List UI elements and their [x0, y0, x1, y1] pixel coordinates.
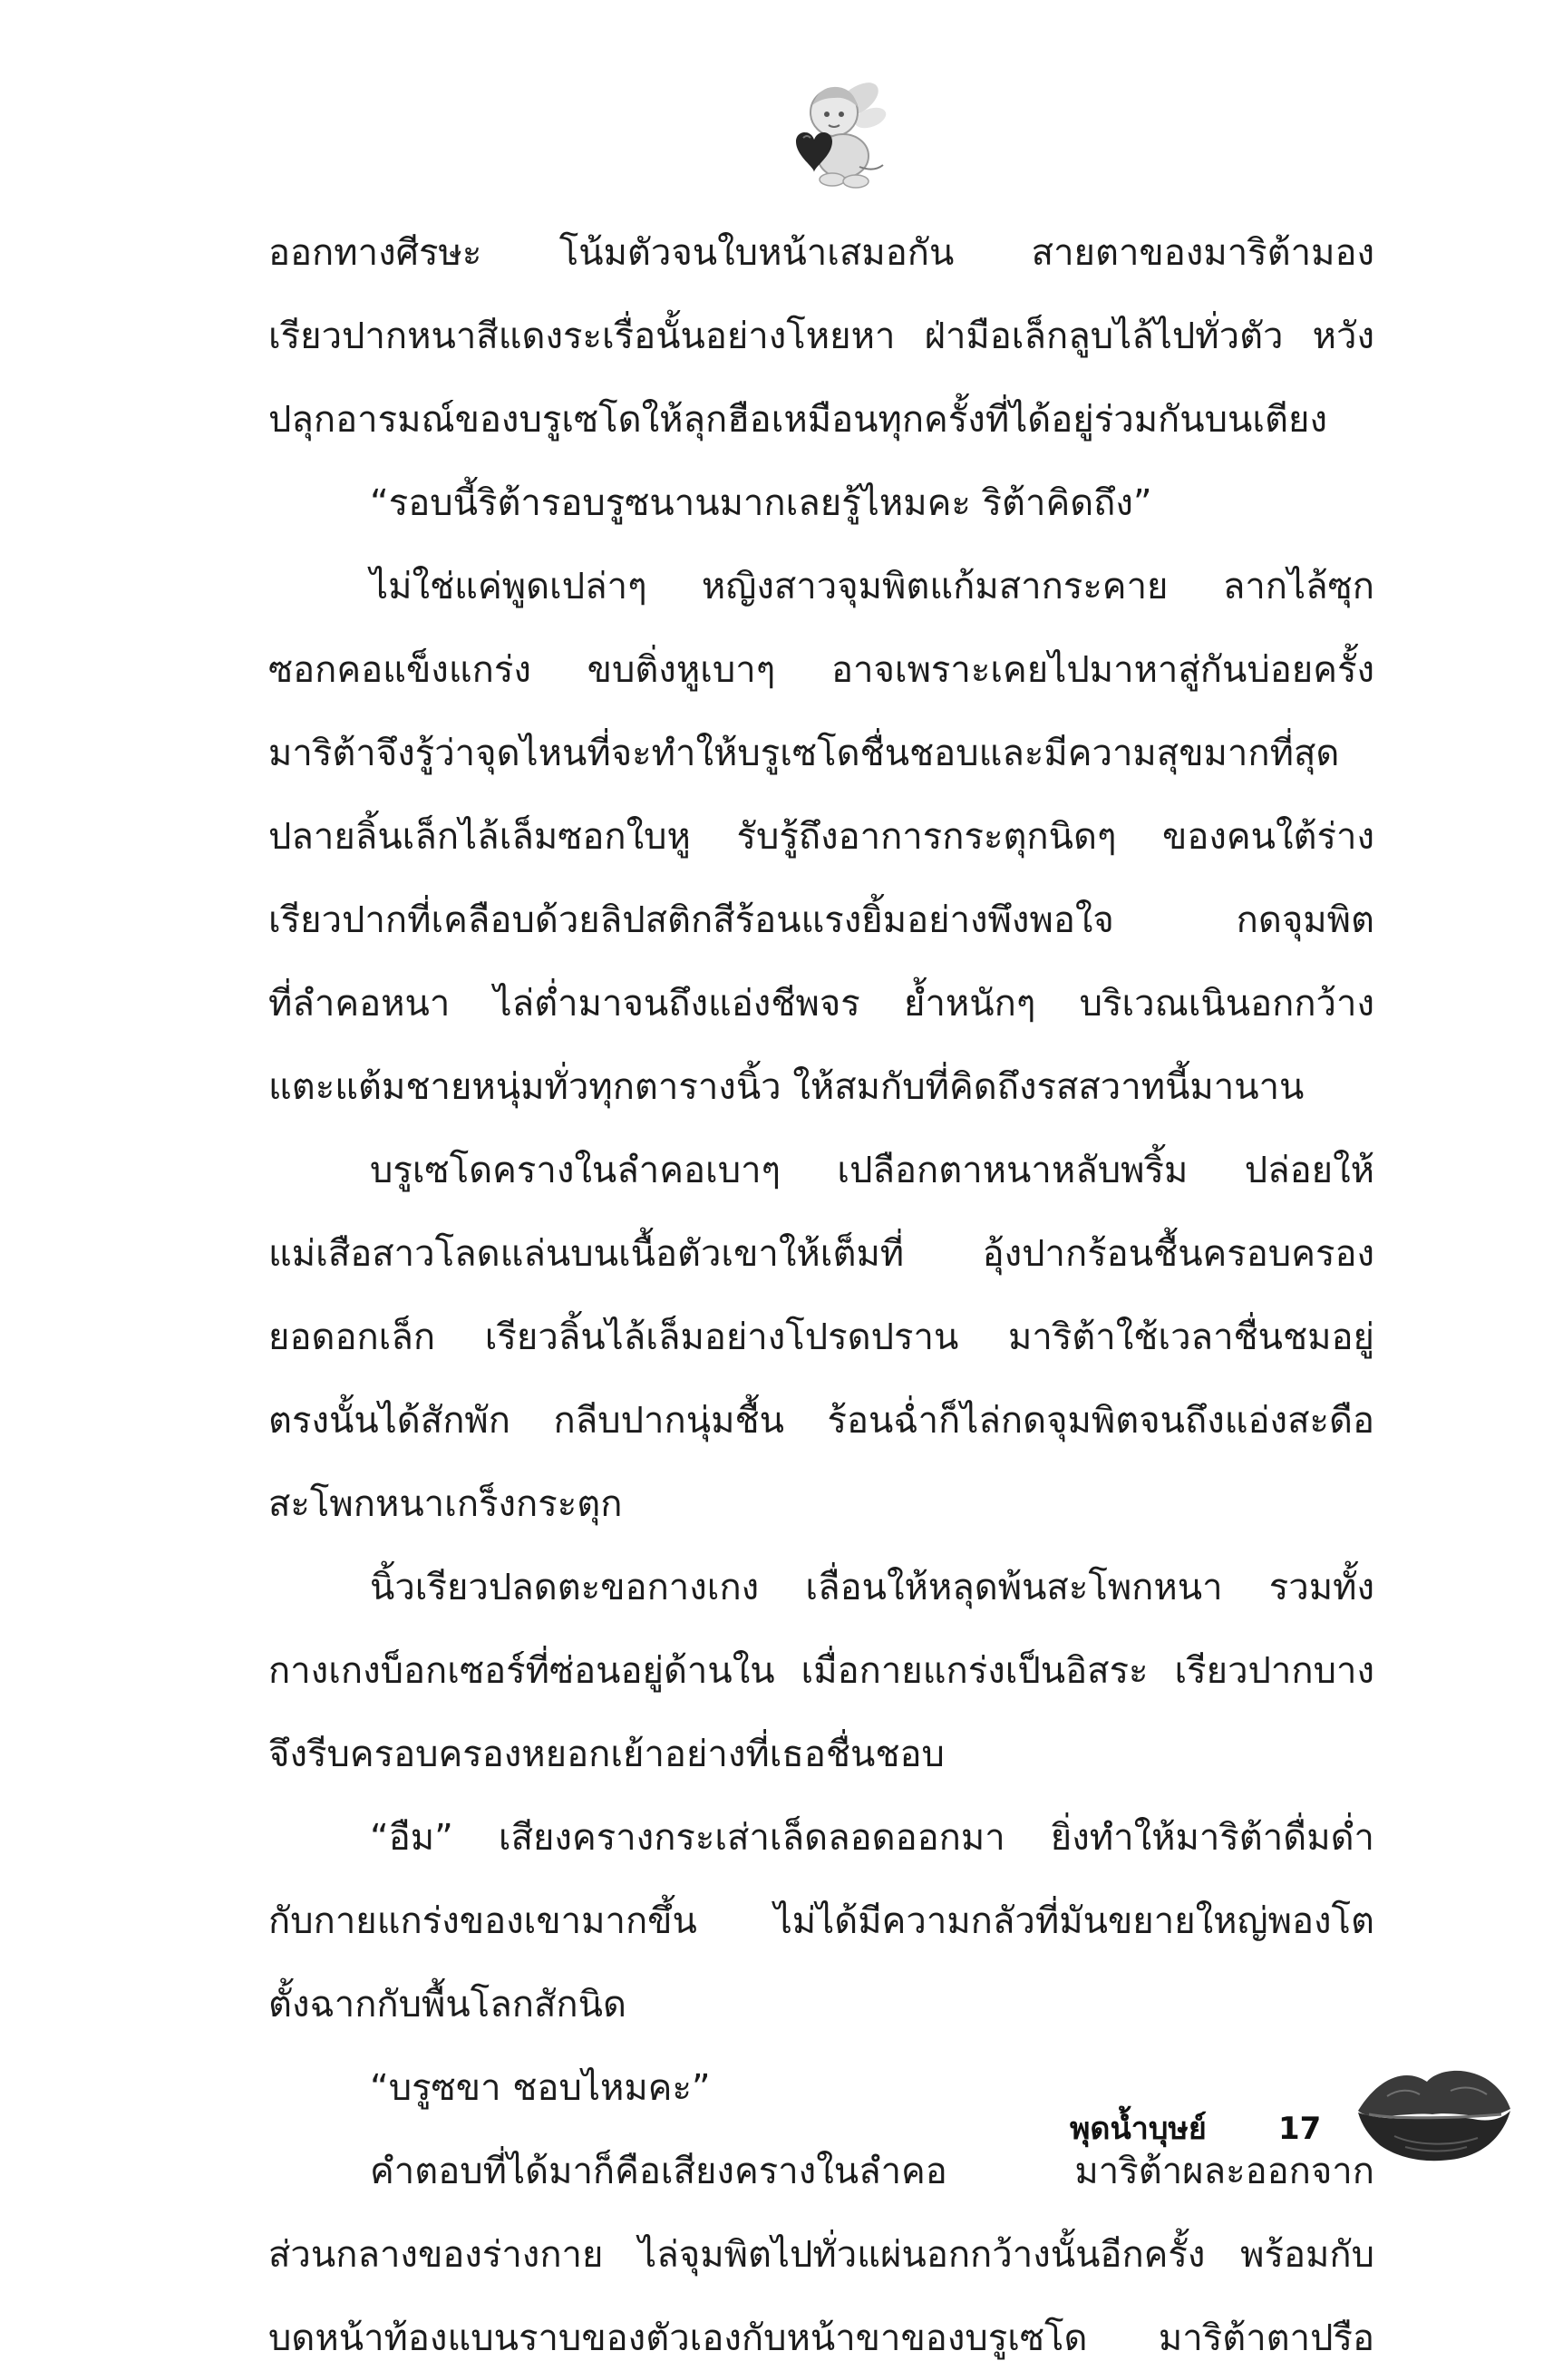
book-title: พุดน้ำบุษย์	[1070, 2111, 1207, 2147]
text-line: กางเกงบ็อกเซอร์ที่ซ่อนอยู่ด้านใน เมื่อกายแกร่งเป็นอิสระ เรียวปากบาง	[268, 1650, 1374, 1692]
text-line: บดหน้าท้องแบนราบของตัวเองกับหน้าขาของบรูเซโด มาริต้าตาปรือ	[268, 2317, 1374, 2359]
text-line: ตั้งฉากกับพื้นโลกสักนิด	[268, 1984, 626, 2025]
text-line: ซอกคอแข็งแกร่ง ขบติ่งหูเบาๆ อาจเพราะเคยไปมาหาสู่กันบ่อยครั้ง	[268, 649, 1374, 691]
text-line: นิ้วเรียวปลดตะขอกางเกง เลื่อนให้หลุดพ้นสะโพกหนา รวมทั้ง	[370, 1567, 1374, 1608]
text-line: บรูเซโดครางในลำคอเบาๆ เปลือกตาหนาหลับพริ้ม ปล่อยให้	[370, 1150, 1374, 1191]
page-number: 17	[1278, 2111, 1322, 2147]
text-line: ปลุกอารมณ์ของบรูเซโดให้ลุกฮือเหมือนทุกครั้งที่ได้อยู่ร่วมกันบนเตียง	[268, 399, 1327, 441]
text-line: มาริต้าจึงรู้ว่าจุดไหนที่จะทำให้บรูเซโดชื่นชอบและมีความสุขมากที่สุด	[268, 733, 1340, 774]
text-line: ตรงนั้นได้สักพัก กลีบปากนุ่มชื้น ร้อนฉ่ำก็ไล่กดจุมพิตจนถึงแอ่งสะดือ	[268, 1400, 1374, 1442]
text-line: ปลายลิ้นเล็กไล้เล็มซอกใบหู รับรู้ถึงอาการกระตุกนิดๆ ของคนใต้ร่าง	[268, 816, 1374, 858]
text-line: ส่วนกลางของร่างกาย ไล่จุมพิตไปทั่วแผ่นอกกว้างนั้นอีกครั้ง พร้อมกับ	[268, 2234, 1374, 2276]
lips-kiss-icon	[1351, 2051, 1514, 2169]
text-line: คำตอบที่ได้มาก็คือเสียงครางในลำคอ มาริต้าผละออกจาก	[370, 2151, 1374, 2192]
text-line: จึงรีบครอบครองหยอกเย้าอย่างที่เธอชื่นชอบ	[268, 1734, 945, 1775]
text-line: ออกทางศีรษะ โน้มตัวจนใบหน้าเสมอกัน สายตาของมาริต้ามอง	[268, 232, 1374, 274]
text-line: เรียวปากหนาสีแดงระเรื่อนั้นอย่างโหยหา ฝ่ามือเล็กลูบไล้ไปทั่วตัว หวัง	[268, 316, 1374, 357]
text-line: ที่ลำคอหนา ไล่ต่ำมาจนถึงแอ่งชีพจร ย้ำหนักๆ บริเวณเนินอกกว้าง	[268, 983, 1374, 1025]
text-line: แตะแต้มชายหนุ่มทั่วทุกตารางนิ้ว ให้สมกับที่คิดถึงรสสวาทนี้มานาน	[268, 1066, 1305, 1108]
text-line: ยอดอกเล็ก เรียวลิ้นไล้เล็มอย่างโปรดปราน มาริต้าใช้เวลาชื่นชมอยู่	[268, 1316, 1374, 1358]
text-line: ไม่ใช่แค่พูดเปล่าๆ หญิงสาวจุมพิตแก้มสากระคาย ลากไล้ซุก	[370, 566, 1374, 607]
cherub-holding-heart-icon	[769, 65, 896, 192]
text-line: “อืม” เสียงครางกระเส่าเล็ดลอดออกมา ยิ่งทำให้มาริต้าดื่มด่ำ	[370, 1817, 1374, 1859]
text-line: แม่เสือสาวโลดแล่นบนเนื้อตัวเขาให้เต็มที่ อุ้งปากร้อนชื้นครอบครอง	[268, 1233, 1374, 1275]
dialogue-line: “บรูซขา ชอบไหมคะ”	[370, 2067, 711, 2109]
text-line: เรียวปากที่เคลือบด้วยลิปสติกสีร้อนแรงยิ้มอย่างพึงพอใจ กดจุมพิต	[268, 899, 1374, 941]
text-line: สะโพกหนาเกร็งกระตุก	[268, 1483, 623, 1525]
dialogue-line: “รอบนี้ริต้ารอบรูซนานมากเลยรู้ไหมคะ ริต้าคิดถึง”	[370, 482, 1152, 524]
story-text	[268, 211, 1374, 2380]
text-line: กับกายแกร่งของเขามากขึ้น ไม่ได้มีความกลัวที่มันขยายใหญ่พองโต	[268, 1900, 1374, 1942]
